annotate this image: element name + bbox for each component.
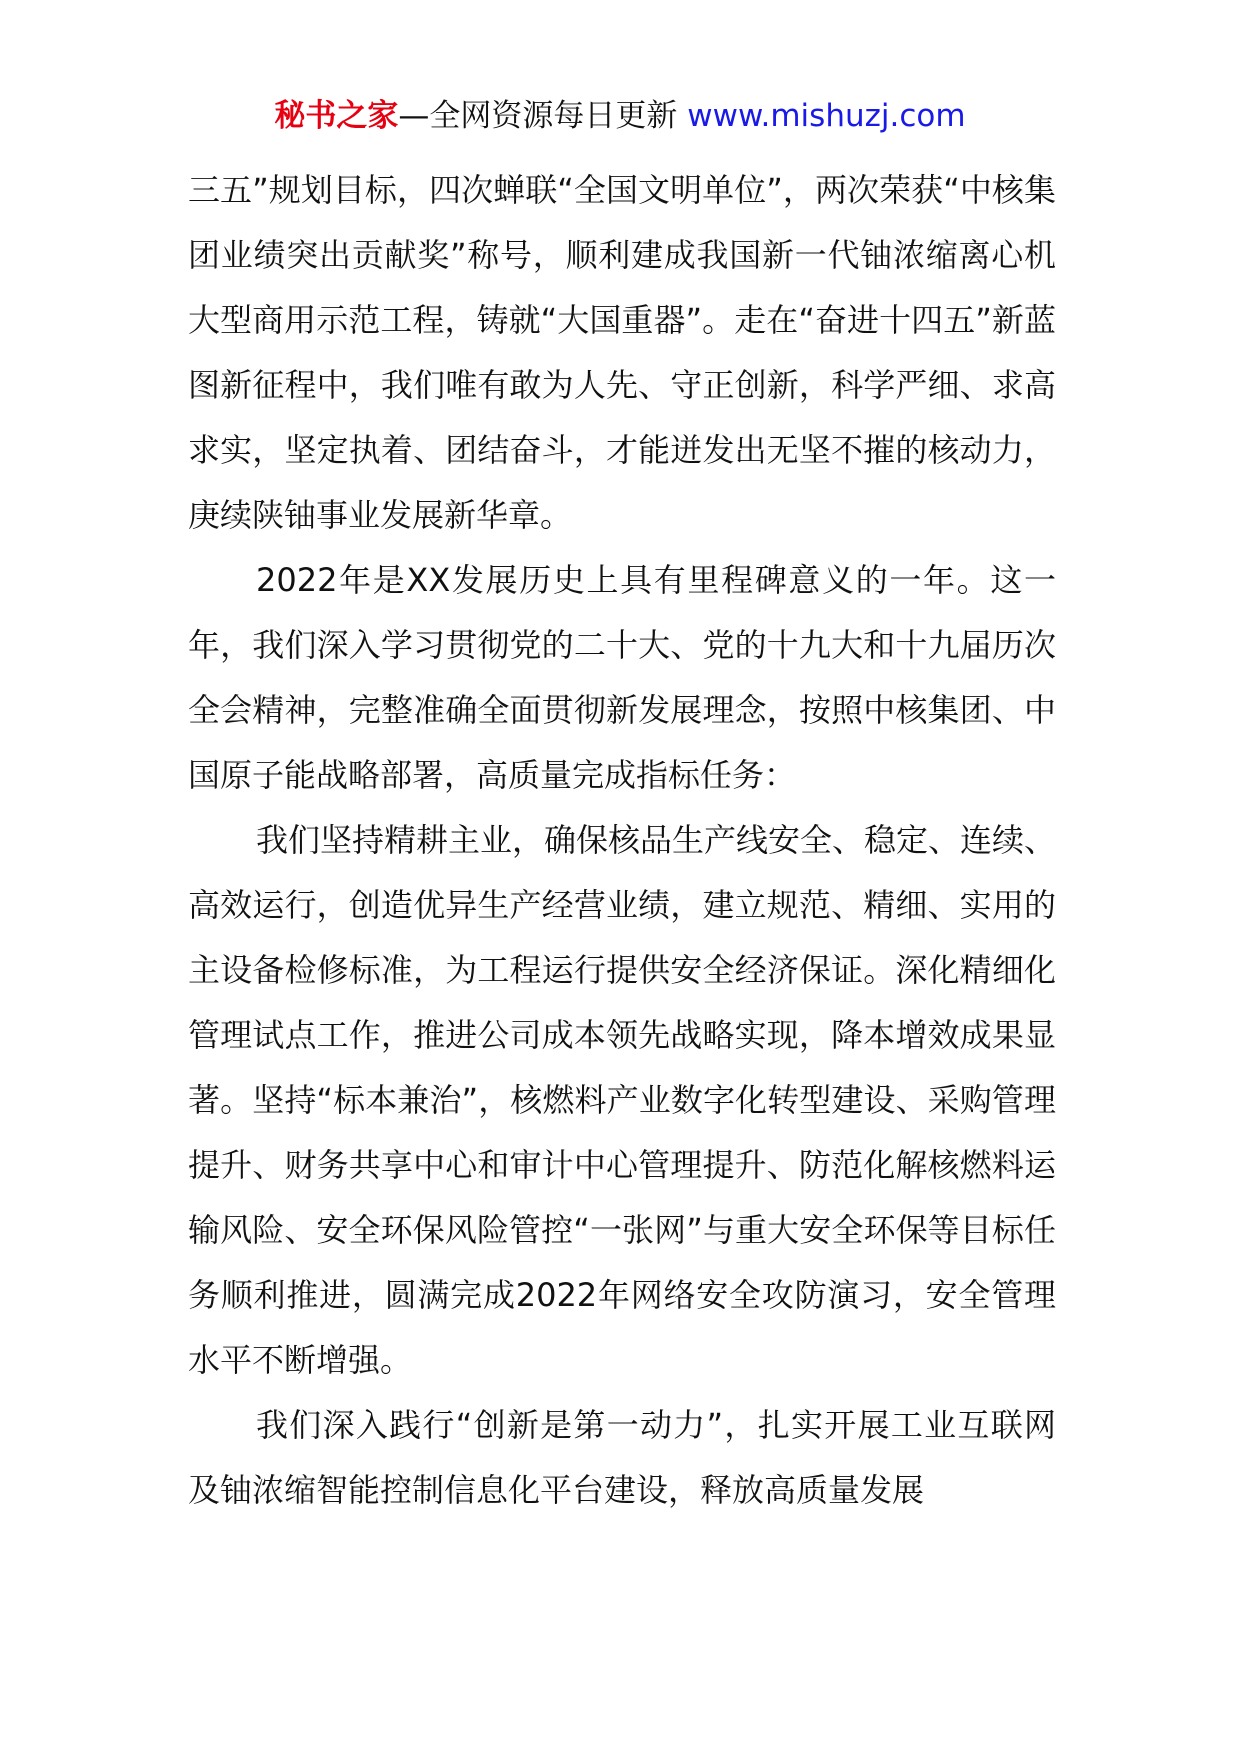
site-brand: 秘书之家 xyxy=(274,98,399,134)
paragraph-main-business: 我们坚持精耕主业，确保核品生产线安全、稳定、连续、高效运行，创造优异生产经营业绩，建立规范、精细、实用的主设备检修标准，为工程运行提供安全经济保证。深化精细化管理试点工作，推进公司成本领先战略实现，降本增效成果显著。坚持“标本兼治”，核燃料产业数字化转型建设、采购管理提升、财务共享中心和审计中心管理提升、防范化解核燃料运输风险、安全环保风险管控“一张网”与重大安全环保等目标任务顺利推进，圆满完成2022年网络安全攻防演习，安全管理水平不断增强。 xyxy=(188,821,1057,1379)
site-tagline: —全网资源每日更新 xyxy=(398,98,678,134)
paragraph-2022-overview: 2022年是XX发展历史上具有里程碑意义的一年。这一年，我们深入学习贯彻党的二十大、党的十九大和十九届历次全会精神，完整准确全面贯彻新发展理念，按照中核集团、中国原子能战略部署，高质量完成指标任务： xyxy=(188,561,1056,794)
site-url-link[interactable]: www.mishuzj.com xyxy=(687,98,966,134)
document-body xyxy=(188,158,1056,1523)
paragraph-continuation: 三五”规划目标，四次蝉联“全国文明单位”，两次荣获“中核集团业绩突出贡献奖”称号，顺利建成我国新一代铀浓缩离心机大型商用示范工程，铸就“大国重器”。走在“奋进十四五”新蓝图新征程中，我们唯有敢为人先、守正创新，科学严细、求高求实，坚定执着、团结奋斗，才能迸发出无坚不摧的核动力，庚续陕铀事业发展新华章。 xyxy=(188,171,1056,534)
site-header xyxy=(0,96,1240,136)
paragraph-innovation: 我们深入践行“创新是第一动力”，扎实开展工业互联网及铀浓缩智能控制信息化平台建设，释放高质量发展 xyxy=(188,1406,1056,1509)
